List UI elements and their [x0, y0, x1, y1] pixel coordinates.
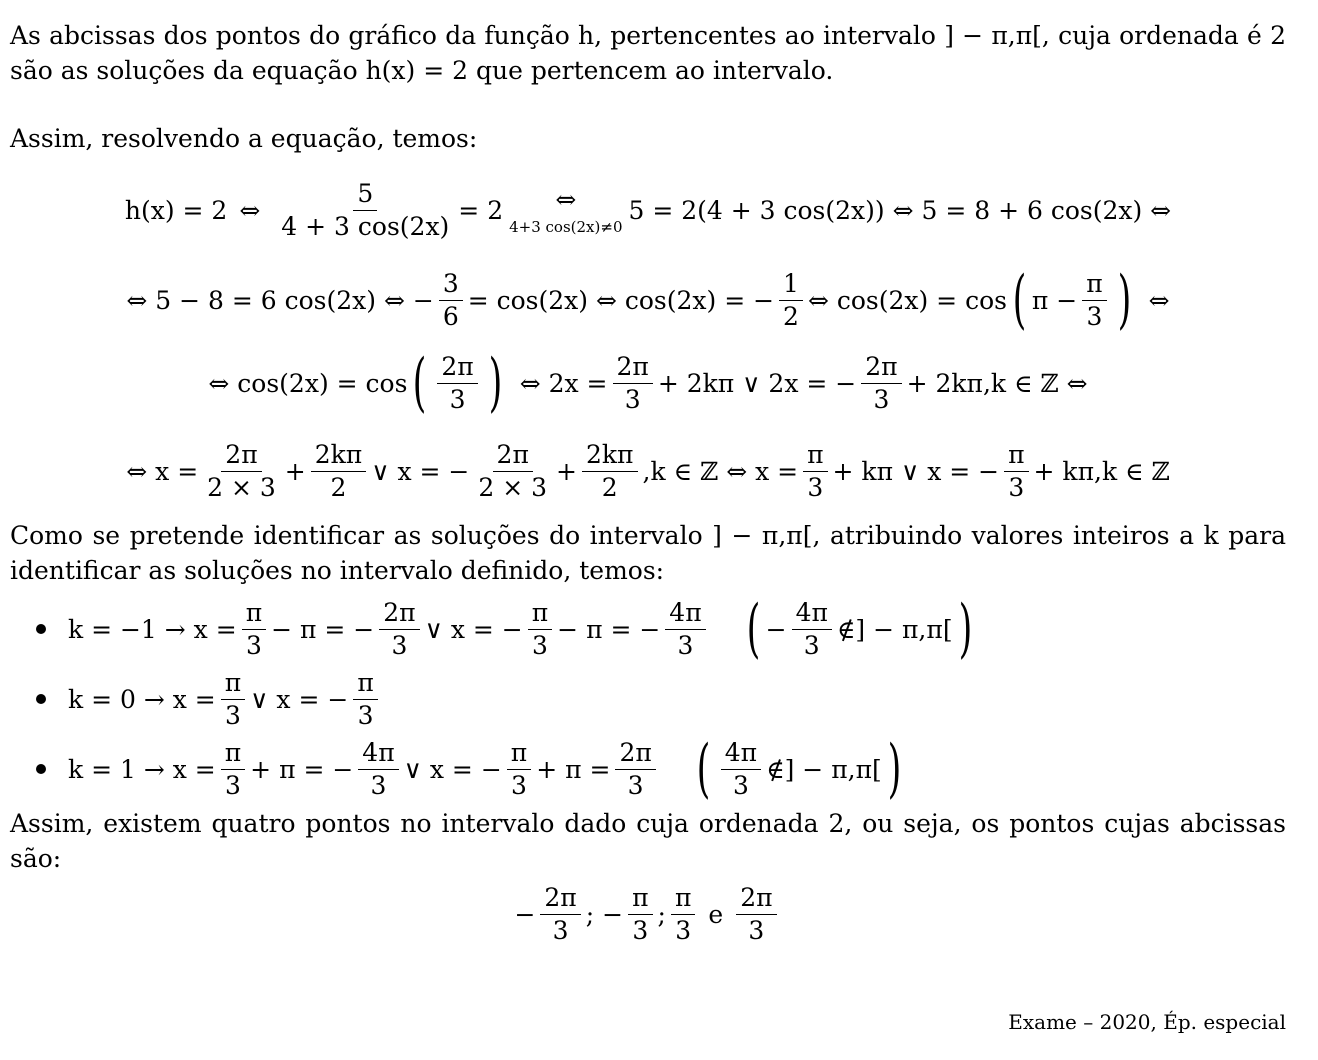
equation-line-3	[10, 340, 1286, 426]
eq1-condition: 4+3 cos(2x)≠0	[509, 217, 623, 236]
eq1-fraction	[277, 178, 453, 242]
bullet-icon	[36, 764, 46, 774]
eq3-frac3-den: 3	[873, 384, 890, 414]
eq3-b: ⇔ 2x =	[519, 368, 608, 398]
b3-frac3	[507, 737, 531, 801]
b2-frac1-num: π	[221, 667, 245, 699]
list-item-k-0	[10, 664, 1286, 734]
b2-b: ∨ x = −	[250, 684, 349, 714]
final-frac2	[628, 882, 652, 946]
equation-line-1	[10, 160, 1286, 260]
b1-frac3-den: 3	[532, 630, 548, 660]
b3-c: ∨ x = −	[403, 754, 502, 784]
b3-frac2	[358, 737, 398, 801]
eq2-frac1	[439, 268, 463, 332]
b3-frac1	[221, 737, 245, 801]
eq4-frac4	[582, 439, 638, 503]
eq3-frac1-num: 2π	[437, 351, 477, 383]
equation-line-4	[10, 426, 1286, 516]
b3-frac5-num: 4π	[721, 737, 761, 769]
eq2-a: ⇔ 5 − 8 = 6 cos(2x) ⇔ −	[126, 285, 434, 315]
eq3-frac1	[437, 351, 477, 415]
final-frac3-num: π	[671, 882, 695, 914]
b1-frac4	[665, 597, 705, 661]
middle-paragraph: Como se pretende identificar as soluções do intervalo ] − π,π[, atribuindo valores inteiros a k para identificar as soluções no intervalo definido, temos:	[10, 521, 1286, 585]
final-frac2-den: 3	[632, 915, 649, 945]
eq1-conditional-iff	[509, 185, 622, 236]
eq4-frac1	[203, 439, 280, 503]
eq2-frac2-den: 2	[783, 301, 799, 331]
eq4-frac2-num: 2kπ	[311, 439, 367, 471]
eq3-frac3-num: 2π	[861, 351, 901, 383]
solutions-list	[10, 594, 1286, 804]
source-footer: Exame – 2020, Ép. especial	[1008, 1010, 1286, 1034]
b1-d: − π = −	[557, 614, 661, 644]
eq1-rest: 5 = 2(4 + 3 cos(2x)) ⇔ 5 = 8 + 6 cos(2x) ⇔	[628, 195, 1172, 225]
b3-frac3-num: π	[507, 737, 531, 769]
b3-frac1-num: π	[221, 737, 245, 769]
b1-note-post: ∉] − π,π[	[836, 614, 953, 644]
eq1-den: 4 + 3 cos(2x)	[281, 211, 450, 241]
list-item-k-minus-1	[10, 594, 1286, 664]
bullet-icon	[36, 694, 46, 704]
b2-frac2	[353, 667, 377, 731]
eq4-a: ⇔ x =	[126, 456, 199, 486]
eq2-frac3	[1082, 268, 1106, 332]
eq2-frac3-num: π	[1082, 268, 1106, 300]
eq4-frac4-den: 2	[601, 472, 618, 502]
eq4-c: ,k ∈ ℤ ⇔ x =	[642, 456, 799, 486]
b1-frac4-num: 4π	[665, 597, 705, 629]
eq3-a: ⇔ cos(2x) = cos	[208, 368, 408, 398]
eq1-lhs: h(x) = 2	[124, 195, 228, 225]
eq4-frac3-num: 2π	[493, 439, 533, 471]
eq2-b: = cos(2x) ⇔ cos(2x) = −	[467, 285, 775, 315]
final-minus-1: −	[514, 899, 536, 929]
b1-frac1-den: 3	[245, 630, 262, 660]
eq2-frac3-den: 3	[1086, 301, 1103, 331]
intro-paragraph: As abcissas dos pontos do gráfico da função h, pertencentes ao intervalo ] − π,π[, cuja ordenada é 2 são as soluções da equação h(x) = 2 que pertencem ao intervalo.	[10, 21, 1286, 85]
eq1-num: 5	[353, 178, 377, 210]
eq4-frac6-num: π	[1004, 439, 1028, 471]
eq1-iff: ⇔	[239, 195, 261, 225]
final-sep1: ; −	[585, 899, 624, 929]
final-frac1-den: 3	[552, 915, 569, 945]
eq2-frac1-num: 3	[439, 268, 463, 300]
eq4-frac6-den: 3	[1008, 472, 1025, 502]
eq1-iff-2: ⇔	[555, 184, 577, 214]
right-paren: )	[1117, 263, 1132, 337]
b1-a: k = −1 → x =	[68, 614, 237, 644]
final-frac2-num: π	[628, 882, 652, 914]
b2-frac1-den: 3	[225, 700, 241, 730]
eq4-frac4-num: 2kπ	[582, 439, 638, 471]
eq4-frac5	[803, 439, 827, 503]
b1-frac2-num: 2π	[379, 597, 419, 629]
final-frac1-num: 2π	[540, 882, 580, 914]
b1-frac5-num: 4π	[792, 597, 832, 629]
left-paren: (	[696, 732, 711, 806]
eq4-frac5-den: 3	[807, 472, 824, 502]
eq1-eq2: = 2	[458, 195, 504, 225]
left-paren: (	[1012, 263, 1027, 337]
eq4-frac2-den: 2	[330, 472, 347, 502]
b1-b: − π = −	[271, 614, 375, 644]
b1-frac1-num: π	[242, 597, 266, 629]
final-sep2: ;	[657, 899, 666, 929]
eq4-frac3-den: 2 × 3	[478, 472, 548, 502]
eq3-c: + 2kπ ∨ 2x = −	[657, 368, 857, 398]
b1-frac4-den: 3	[677, 630, 694, 660]
final-solutions	[10, 876, 1286, 952]
left-paren: (	[413, 346, 427, 420]
final-frac3	[671, 882, 695, 946]
b3-b: + π = −	[250, 754, 354, 784]
eq3-frac2	[613, 351, 653, 415]
eq4-frac2	[311, 439, 367, 503]
eq4-plus2: +	[556, 456, 577, 486]
bullet-icon	[36, 624, 46, 634]
b3-frac4-num: 2π	[615, 737, 655, 769]
eq4-frac3	[474, 439, 551, 503]
eq3-frac2-num: 2π	[613, 351, 653, 383]
eq4-frac1-den: 2 × 3	[207, 472, 276, 502]
b3-frac2-num: 4π	[358, 737, 398, 769]
b3-frac5-den: 3	[732, 770, 749, 800]
b2-frac1	[221, 667, 245, 731]
eq2-frac2-num: 1	[779, 268, 803, 300]
eq2-c: ⇔ cos(2x) = cos	[807, 285, 1007, 315]
b3-frac1-den: 3	[225, 770, 241, 800]
b1-note-pre: −	[765, 614, 787, 644]
b1-frac5-den: 3	[803, 630, 820, 660]
final-frac4-num: 2π	[736, 882, 776, 914]
eq4-e: + kπ,k ∈ ℤ	[1033, 456, 1170, 486]
b3-note-post: ∉] − π,π[	[766, 754, 882, 784]
final-frac3-den: 3	[675, 915, 692, 945]
b2-frac2-den: 3	[357, 700, 374, 730]
b3-frac2-den: 3	[370, 770, 387, 800]
eq3-frac1-den: 3	[449, 384, 466, 414]
list-item-k-1	[10, 734, 1286, 804]
final-frac4-den: 3	[748, 915, 765, 945]
eq4-b: ∨ x = −	[371, 456, 470, 486]
b1-frac5	[792, 597, 832, 661]
b1-frac3-num: π	[528, 597, 552, 629]
intro-solve-line: Assim, resolvendo a equação, temos:	[10, 124, 478, 153]
eq4-frac1-num: 2π	[221, 439, 261, 471]
b1-frac3	[528, 597, 552, 661]
eq2-inner: π −	[1031, 285, 1078, 315]
eq2-frac1-den: 6	[442, 301, 459, 331]
final-frac4	[736, 882, 776, 946]
b2-frac2-num: π	[353, 667, 377, 699]
b1-frac2	[379, 597, 419, 661]
b3-frac4-den: 3	[627, 770, 644, 800]
b1-frac2-den: 3	[391, 630, 408, 660]
b3-frac4	[615, 737, 655, 801]
b3-frac5	[721, 737, 761, 801]
b3-d: + π =	[536, 754, 611, 784]
document-body	[10, 18, 1286, 952]
b3-a: k = 1 → x =	[68, 754, 216, 784]
final-frac1	[540, 882, 580, 946]
final-sep3: e	[708, 899, 724, 929]
eq2-d: ⇔	[1148, 285, 1170, 315]
eq4-frac6	[1004, 439, 1028, 503]
eq3-d: + 2kπ,k ∈ ℤ ⇔	[906, 368, 1088, 398]
eq2-frac2	[779, 268, 803, 332]
b2-a: k = 0 → x =	[68, 684, 216, 714]
b1-frac1	[242, 597, 266, 661]
eq4-plus1: +	[284, 456, 306, 486]
eq3-frac2-den: 3	[624, 384, 641, 414]
right-paren: )	[488, 346, 503, 420]
eq3-frac3	[861, 351, 901, 415]
b3-frac3-den: 3	[511, 770, 527, 800]
b1-c: ∨ x = −	[424, 614, 523, 644]
eq4-frac5-num: π	[803, 439, 827, 471]
conclusion-paragraph: Assim, existem quatro pontos no intervalo dado cuja ordenada 2, ou seja, os pontos cujas abcissas são:	[10, 809, 1286, 873]
right-paren: )	[958, 592, 972, 666]
equation-line-2	[10, 260, 1286, 340]
eq4-d: + kπ ∨ x = −	[832, 456, 1000, 486]
left-paren: (	[746, 592, 760, 666]
right-paren: )	[887, 732, 902, 806]
